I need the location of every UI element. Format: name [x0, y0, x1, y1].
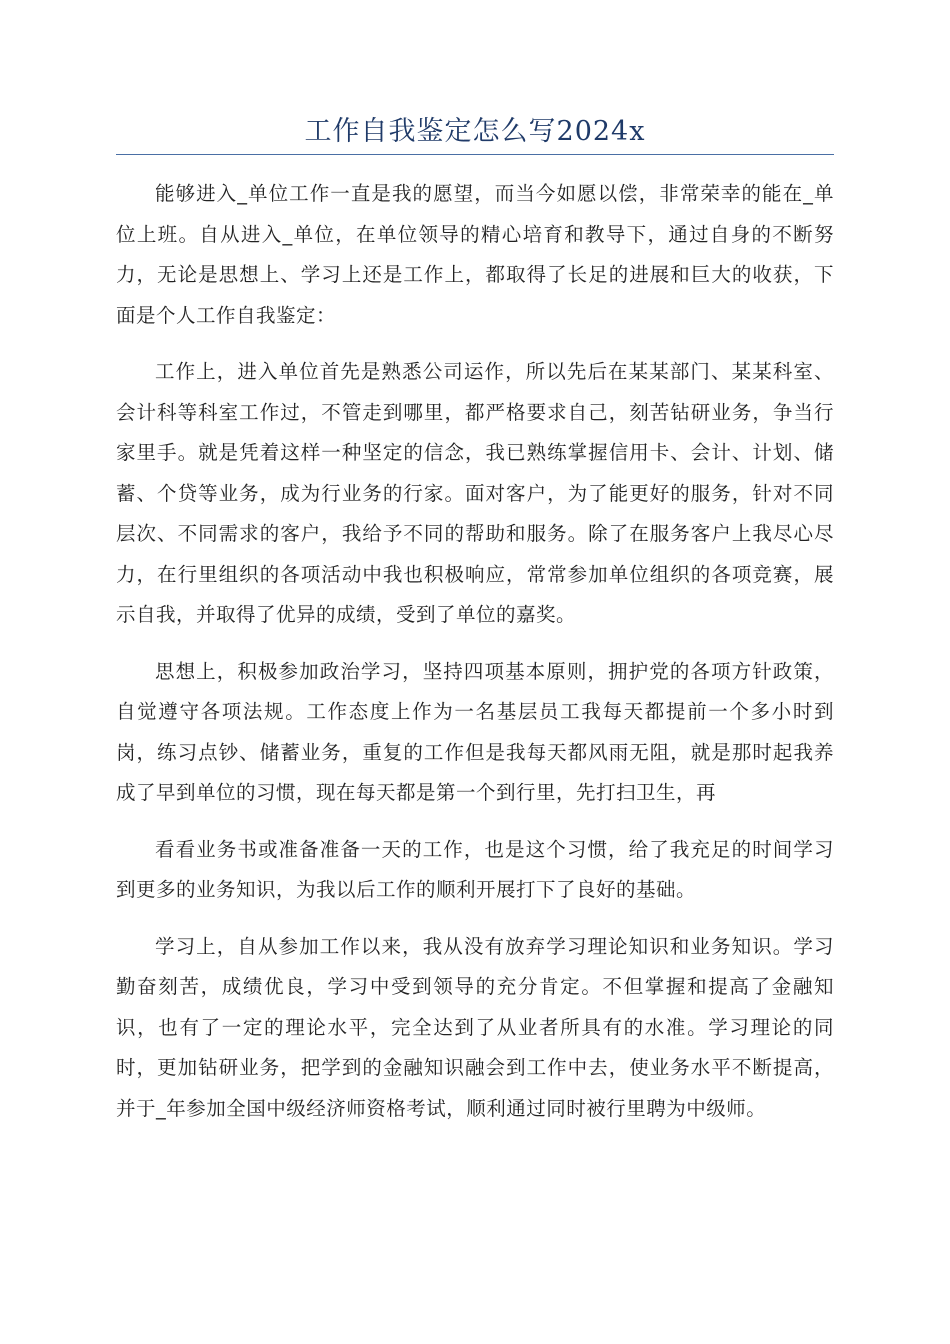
- title-divider: [116, 154, 834, 155]
- paragraph-ideology: 思想上，积极参加政治学习，坚持四项基本原则，拥护党的各项方针政策，自觉遵守各项法规。工作态度上作为一名基层员工我每天都提前一个多小时到岗，练习点钞、储蓄业务，重复的工作但是我每天都风雨无阻，就是那时起我养成了早到单位的习惯，现在每天都是第一个到行里，先打扫卫生，再: [116, 659, 834, 804]
- paragraph-study: 学习上，自从参加工作以来，我从没有放弃学习理论知识和业务知识。学习勤奋刻苦，成绩优良，学习中受到领导的充分肯定。不但掌握和提高了金融知识，也有了一定的理论水平，完全达到了从业者所具有的水准。学习理论的同时，更加钻研业务，把学到的金融知识融会到工作中去，使业务水平不断提高，并于_年参加全国中级经济师资格考试，顺利通过同时被行里聘为中级师。: [116, 934, 834, 1120]
- paragraph-work: 工作上，进入单位首先是熟悉公司运作，所以先后在某某部门、某某科室、会计科等科室工作过，不管走到哪里，都严格要求自己，刻苦钻研业务，争当行家里手。就是凭着这样一种坚定的信念，我已熟练掌握信用卡、会计、计划、储蓄、个贷等业务，成为行业务的行家。面对客户，为了能更好的服务，针对不同层次、不同需求的客户，我给予不同的帮助和服务。除了在服务客户上我尽心尽力，在行里组织的各项活动中我也积极响应，常常参加单位组织的各项竞赛，展示自我，并取得了优异的成绩，受到了单位的嘉奖。: [116, 360, 834, 626]
- document-body: [116, 174, 834, 1145]
- document-title: 工作自我鉴定怎么写2024x: [304, 116, 646, 147]
- paragraph-habit: 看看业务书或准备准备一天的工作，也是这个习惯，给了我充足的时间学习到更多的业务知识，为我以后工作的顺利开展打下了良好的基础。: [116, 837, 834, 901]
- paragraph-intro: 能够进入_单位工作一直是我的愿望，而当今如愿以偿，非常荣幸的能在_单位上班。自从进入_单位，在单位领导的精心培育和教导下，通过自身的不断努力，无论是思想上、学习上还是工作上，都取得了长足的进展和巨大的收获，下面是个人工作自我鉴定：: [116, 182, 834, 327]
